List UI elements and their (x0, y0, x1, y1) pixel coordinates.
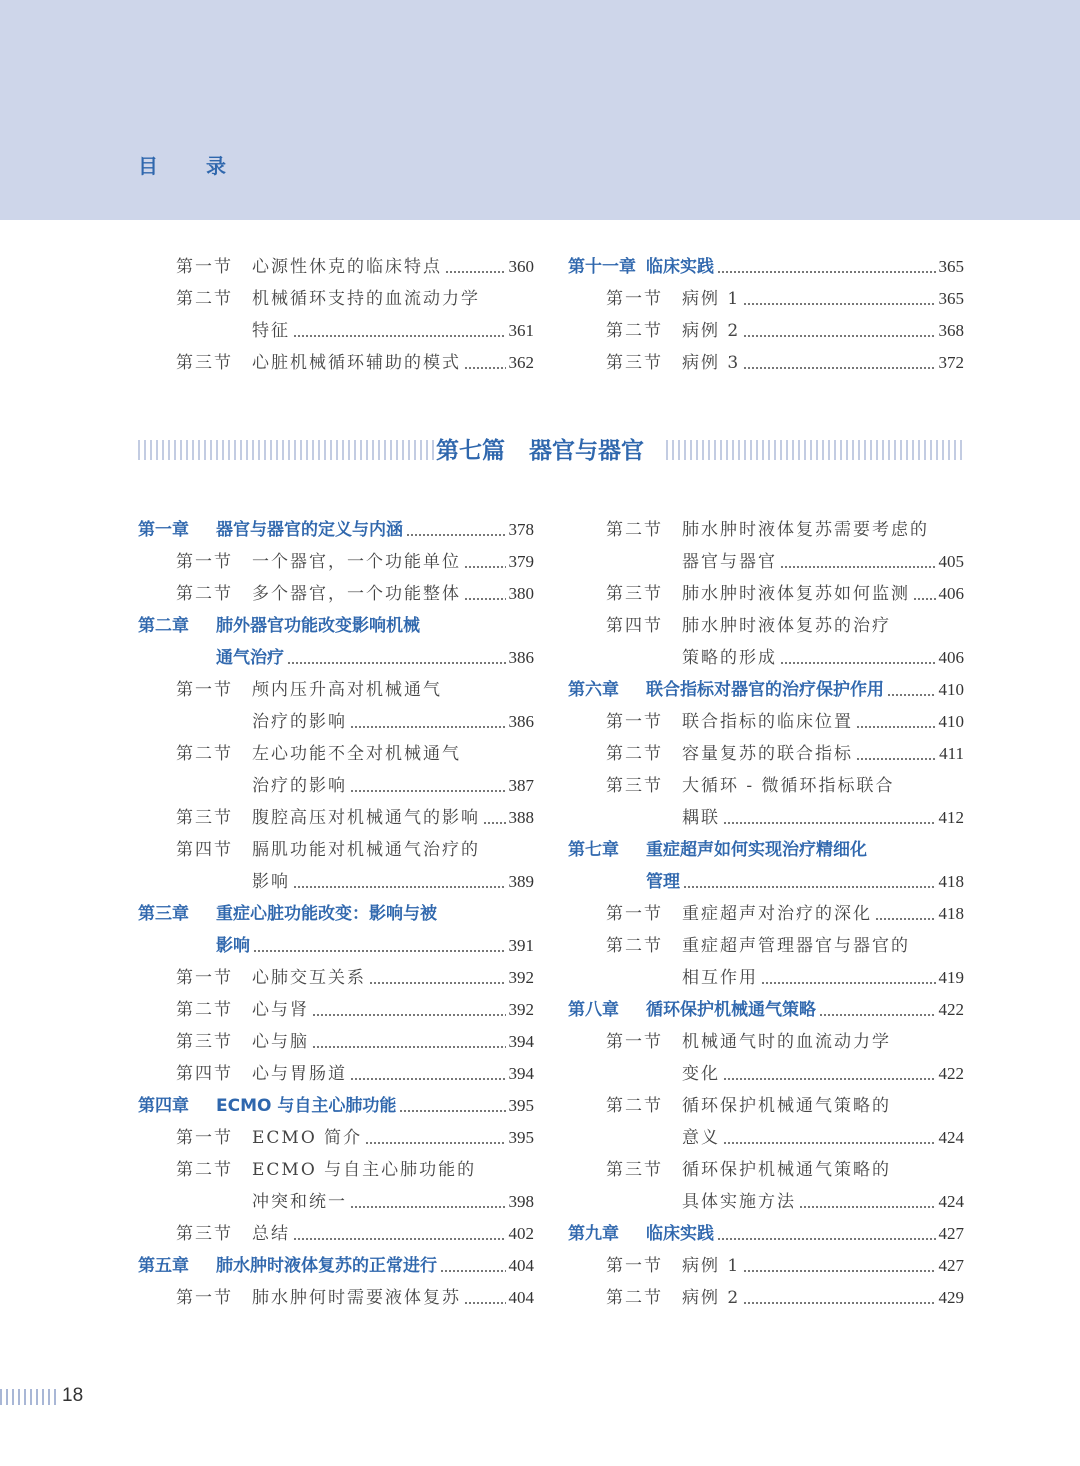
chapter-label: 第三章 (138, 904, 189, 924)
chapter-entry (568, 1218, 964, 1250)
section-label: 第一节 (606, 904, 663, 924)
section-entry-continued (568, 1186, 964, 1218)
leader-dots (717, 1237, 936, 1241)
page-ref: 378 (508, 520, 534, 539)
page-title (138, 150, 228, 179)
section-entry (568, 1154, 964, 1186)
leader-dots (440, 1269, 506, 1273)
section-title: 器官与器官 (682, 552, 777, 572)
page-ref: 365 (938, 257, 964, 276)
page-ref: 410 (938, 712, 964, 731)
section-entry-continued (138, 1186, 534, 1218)
leader-dots (312, 1045, 506, 1049)
leader-dots (483, 821, 506, 825)
page-ref: 405 (938, 552, 964, 571)
section-entry (138, 347, 534, 379)
chapter-title: 重症心脏功能改变：影响与被 (216, 904, 437, 924)
leader-dots (743, 302, 936, 306)
section-entry (138, 1282, 534, 1314)
chapter-entry (568, 674, 964, 706)
leader-dots (293, 885, 506, 889)
section-title: 肺水肿时液体复苏需要考虑的 (682, 520, 929, 540)
page-ref: 411 (939, 744, 964, 763)
section-title: 耦联 (682, 808, 720, 828)
section-entry (568, 706, 964, 738)
section-title: 病例 2 (682, 1288, 741, 1308)
leader-dots (293, 334, 506, 338)
section-entry (568, 283, 964, 315)
page-ref: 388 (508, 808, 534, 827)
chapter-entry-continued (138, 642, 534, 674)
chapter-label: 第二章 (138, 616, 189, 636)
section-title: 相互作用 (682, 968, 758, 988)
leader-dots (875, 917, 936, 921)
chapter-label: 第四章 (138, 1096, 189, 1116)
section-entry (138, 674, 534, 706)
section-title: 心与胃肠道 (252, 1064, 347, 1084)
chapter-entry (138, 898, 534, 930)
section-label: 第三节 (606, 1160, 663, 1180)
page-ref: 402 (508, 1224, 534, 1243)
page-ref: 391 (508, 936, 534, 955)
leader-dots (365, 1141, 506, 1145)
section-label: 第二节 (176, 584, 233, 604)
leader-dots (743, 1301, 936, 1305)
section-title: 机械通气时的血流动力学 (682, 1032, 891, 1052)
section-label: 第二节 (606, 520, 663, 540)
leader-dots (717, 270, 936, 274)
page-ref: 386 (508, 648, 534, 667)
leader-dots (293, 1237, 506, 1241)
leader-dots (799, 1205, 936, 1209)
leader-dots (780, 661, 936, 665)
section-entry (138, 1026, 534, 1058)
section-label: 第一节 (606, 289, 663, 309)
chapter-label: 第九章 (568, 1224, 619, 1244)
section-entry (138, 834, 534, 866)
section-entry (568, 610, 964, 642)
leader-dots (287, 661, 506, 665)
section-title: 具体实施方法 (682, 1192, 796, 1212)
section-title: 治疗的影响 (252, 776, 347, 796)
section-title: 心脏机械循环辅助的模式 (252, 353, 461, 373)
page-ref: 406 (938, 648, 964, 667)
section-entry (138, 1122, 534, 1154)
page-ref: 398 (508, 1192, 534, 1211)
section-entry (568, 930, 964, 962)
page-ref: 362 (508, 353, 534, 372)
leader-dots (887, 693, 936, 697)
page-ref: 410 (938, 680, 964, 699)
chapter-entry (138, 1090, 534, 1122)
leader-dots (464, 597, 506, 601)
section-title: 病例 1 (682, 289, 741, 309)
leader-dots (445, 270, 506, 274)
chapter-entry (138, 610, 534, 642)
page-ref: 418 (938, 904, 964, 923)
section-entry (138, 283, 534, 315)
section-entry-continued (568, 1122, 964, 1154)
section-title: 变化 (682, 1064, 720, 1084)
section-entry-continued (568, 642, 964, 674)
page-ref: 427 (938, 1256, 964, 1275)
chapter-entry-continued (138, 930, 534, 962)
chapter-label: 第八章 (568, 1000, 619, 1020)
chapter-label: 第五章 (138, 1256, 189, 1276)
chapter-title: ECMO 与自主心肺功能 (216, 1096, 397, 1116)
section-title: 心与脑 (252, 1032, 309, 1052)
chapter-title: 管理 (646, 872, 680, 892)
section-title: 特征 (252, 321, 290, 341)
page-ref: 429 (938, 1288, 964, 1307)
header-band (0, 0, 1080, 220)
page-ref: 368 (938, 321, 964, 340)
page-ref: 427 (938, 1224, 964, 1243)
chapter-entry (568, 251, 964, 283)
page-ref: 404 (508, 1288, 534, 1307)
leader-dots (369, 981, 506, 985)
section-label: 第三节 (606, 584, 663, 604)
page-ref: 419 (938, 968, 964, 987)
section-label: 第一节 (606, 1032, 663, 1052)
page-ref: 406 (938, 584, 964, 603)
leader-dots (350, 789, 506, 793)
section-entry (138, 1154, 534, 1186)
leader-dots (743, 1269, 936, 1273)
section-title: 一个器官，一个功能单位 (252, 552, 461, 572)
section-title: 心源性休克的临床特点 (252, 257, 442, 277)
page-ref: 380 (508, 584, 534, 603)
page-ref: 424 (938, 1192, 964, 1211)
page-ref: 361 (508, 321, 534, 340)
chapter-label: 第六章 (568, 680, 619, 700)
section-entry (568, 315, 964, 347)
section-entry (568, 347, 964, 379)
page-ref: 422 (938, 1064, 964, 1083)
section-entry-continued (138, 315, 534, 347)
part-label: 第七篇 (436, 438, 505, 464)
section-entry-continued (568, 1058, 964, 1090)
page-ref: 418 (938, 872, 964, 891)
section-title: 冲突和统一 (252, 1192, 347, 1212)
part-heading (0, 432, 1080, 465)
section-label: 第二节 (606, 1096, 663, 1116)
chapter-title: 循环保护机械通气策略 (646, 1000, 816, 1020)
section-entry (138, 994, 534, 1026)
section-entry (138, 962, 534, 994)
section-label: 第三节 (176, 808, 233, 828)
section-label: 第一节 (176, 968, 233, 988)
leader-dots (350, 1205, 506, 1209)
section-entry (138, 738, 534, 770)
leader-dots (350, 725, 506, 729)
section-title: ECMO 简介 (252, 1128, 363, 1148)
section-label: 第三节 (176, 353, 233, 373)
page-ref: 389 (508, 872, 534, 891)
section-title: 心与肾 (252, 1000, 309, 1020)
section-title: 腹腔高压对机械通气的影响 (252, 808, 480, 828)
section-entry-continued (138, 706, 534, 738)
section-entry (568, 738, 964, 770)
section-label: 第一节 (606, 1256, 663, 1276)
section-title: 肺水肿何时需要液体复苏 (252, 1288, 461, 1308)
section-label: 第二节 (606, 744, 663, 764)
section-title: 大循环 - 微循环指标联合 (682, 776, 895, 796)
leader-dots (856, 725, 936, 729)
page-ref: 394 (508, 1064, 534, 1083)
section-label: 第三节 (606, 353, 663, 373)
leader-dots (399, 1109, 506, 1113)
section-entry (138, 546, 534, 578)
title-char-1: 目 (138, 154, 160, 178)
section-title: 机械循环支持的血流动力学 (252, 289, 480, 309)
page-ref: 395 (508, 1128, 534, 1147)
section-label: 第一节 (176, 552, 233, 572)
leader-dots (913, 597, 936, 601)
section-title: 循环保护机械通气策略的 (682, 1096, 891, 1116)
section-title: 联合指标的临床位置 (682, 712, 853, 732)
section-title: 肺水肿时液体复苏如何监测 (682, 584, 910, 604)
section-label: 第一节 (176, 1288, 233, 1308)
section-title: 策略的形成 (682, 648, 777, 668)
chapter-entry-continued (568, 866, 964, 898)
section-label: 第二节 (176, 289, 233, 309)
section-title: 左心功能不全对机械通气 (252, 744, 461, 764)
leader-dots (780, 565, 936, 569)
section-title: 总结 (252, 1224, 290, 1244)
chapter-entry (138, 514, 534, 546)
leader-dots (406, 533, 506, 537)
leader-dots (723, 1141, 936, 1145)
leader-dots (743, 334, 936, 338)
section-title: 病例 3 (682, 353, 741, 373)
page-ref: 386 (508, 712, 534, 731)
chapter-title: 联合指标对器官的治疗保护作用 (646, 680, 884, 700)
section-entry (568, 770, 964, 802)
section-title: 膈肌功能对机械通气治疗的 (252, 840, 480, 860)
page-ref: 365 (938, 289, 964, 308)
section-label: 第二节 (176, 1000, 233, 1020)
section-title: ECMO 与自主心肺功能的 (252, 1160, 477, 1180)
section-label: 第二节 (606, 1288, 663, 1308)
section-entry (568, 898, 964, 930)
section-title: 病例 1 (682, 1256, 741, 1276)
section-entry-continued (568, 546, 964, 578)
section-entry-continued (138, 866, 534, 898)
section-title: 治疗的影响 (252, 712, 347, 732)
section-label: 第四节 (176, 840, 233, 860)
section-label: 第四节 (606, 616, 663, 636)
leader-dots (723, 821, 936, 825)
section-entry (138, 1058, 534, 1090)
page-ref: 372 (938, 353, 964, 372)
section-title: 病例 2 (682, 321, 741, 341)
section-label: 第二节 (606, 936, 663, 956)
leader-dots (683, 885, 936, 889)
section-title: 容量复苏的联合指标 (682, 744, 853, 764)
leader-dots (464, 1301, 506, 1305)
page-number: 18 (62, 1385, 84, 1406)
section-label: 第二节 (176, 744, 233, 764)
page-ref: 392 (508, 1000, 534, 1019)
leader-dots (743, 366, 936, 370)
section-title: 多个器官，一个功能整体 (252, 584, 461, 604)
page-ref: 404 (508, 1256, 534, 1275)
page-ref: 412 (938, 808, 964, 827)
chapter-label: 第十一章 (568, 257, 636, 277)
chapter-title: 通气治疗 (216, 648, 284, 668)
leader-dots (312, 1013, 506, 1017)
page-ref: 360 (508, 257, 534, 276)
page-ref: 394 (508, 1032, 534, 1051)
section-label: 第二节 (176, 1160, 233, 1180)
page-ref: 379 (508, 552, 534, 571)
section-title: 肺水肿时液体复苏的治疗 (682, 616, 891, 636)
section-entry-continued (138, 770, 534, 802)
section-entry (138, 1218, 534, 1250)
chapter-title: 临床实践 (646, 1224, 714, 1244)
footer-bar (0, 1389, 56, 1405)
leader-dots (856, 757, 937, 761)
section-entry (138, 578, 534, 610)
section-label: 第一节 (176, 1128, 233, 1148)
leader-dots (253, 949, 506, 953)
section-title: 循环保护机械通气策略的 (682, 1160, 891, 1180)
section-entry (138, 802, 534, 834)
section-entry (568, 1250, 964, 1282)
section-title: 重症超声对治疗的深化 (682, 904, 872, 924)
chapter-entry (568, 994, 964, 1026)
page-ref: 392 (508, 968, 534, 987)
leader-dots (761, 981, 936, 985)
section-entry (568, 578, 964, 610)
section-entry (568, 1026, 964, 1058)
section-entry-continued (568, 802, 964, 834)
section-label: 第一节 (606, 712, 663, 732)
section-title: 颅内压升高对机械通气 (252, 680, 442, 700)
page-ref: 422 (938, 1000, 964, 1019)
chapter-title: 临床实践 (646, 257, 714, 277)
section-label: 第一节 (176, 257, 233, 277)
chapter-label: 第一章 (138, 520, 189, 540)
chapter-title: 肺水肿时液体复苏的正常进行 (216, 1256, 437, 1276)
page-ref: 387 (508, 776, 534, 795)
section-title: 重症超声管理器官与器官的 (682, 936, 910, 956)
page-ref: 424 (938, 1128, 964, 1147)
section-title: 影响 (252, 872, 290, 892)
part-title-text: 器官与器官 (529, 438, 644, 464)
section-label: 第三节 (606, 776, 663, 796)
page-ref: 395 (508, 1096, 534, 1115)
chapter-title: 影响 (216, 936, 250, 956)
chapter-title: 器官与器官的定义与内涵 (216, 520, 403, 540)
section-title: 意义 (682, 1128, 720, 1148)
section-label: 第二节 (606, 321, 663, 341)
chapter-entry (568, 834, 964, 866)
leader-dots (350, 1077, 506, 1081)
chapter-label: 第七章 (568, 840, 619, 860)
section-label: 第三节 (176, 1032, 233, 1052)
chapter-title: 重症超声如何实现治疗精细化 (646, 840, 867, 860)
chapter-entry (138, 1250, 534, 1282)
section-entry (568, 1282, 964, 1314)
section-entry-continued (568, 962, 964, 994)
leader-dots (819, 1013, 936, 1017)
chapter-title: 肺外器官功能改变影响机械 (216, 616, 420, 636)
title-char-2: 录 (206, 154, 228, 178)
section-entry (568, 1090, 964, 1122)
section-entry (138, 251, 534, 283)
section-label: 第一节 (176, 680, 233, 700)
section-label: 第四节 (176, 1064, 233, 1084)
leader-dots (464, 366, 506, 370)
section-title: 心肺交互关系 (252, 968, 366, 988)
section-entry (568, 514, 964, 546)
leader-dots (723, 1077, 936, 1081)
section-label: 第三节 (176, 1224, 233, 1244)
leader-dots (464, 565, 506, 569)
